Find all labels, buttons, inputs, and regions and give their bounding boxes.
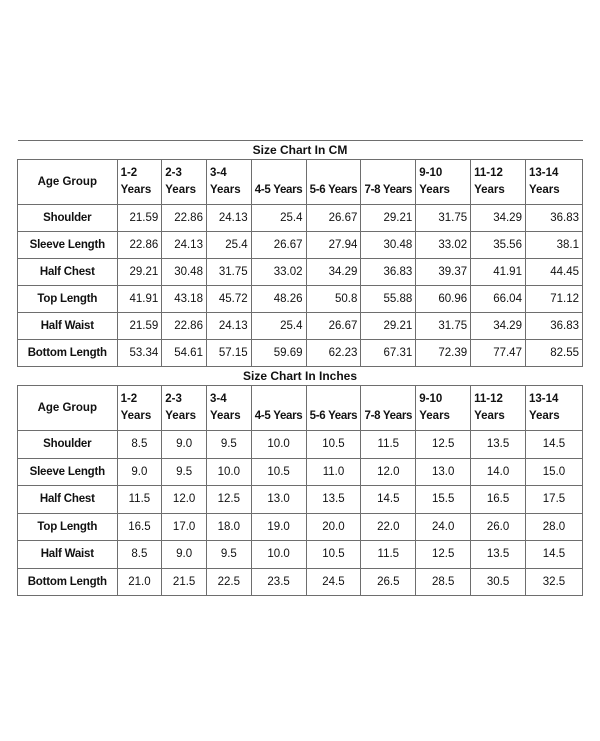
age-range-label: 3-4	[209, 167, 227, 179]
age-range-label: 11-12	[474, 393, 503, 405]
measurement-value: 28.5	[416, 568, 471, 596]
years-label: Years	[419, 410, 450, 422]
measurement-value: 12.5	[206, 486, 251, 514]
age-column-header	[361, 386, 416, 431]
measurement-value: 21.59	[117, 313, 162, 340]
age-column-header	[162, 386, 207, 431]
years-label: Years	[209, 410, 241, 422]
table-row	[18, 568, 583, 596]
age-column-header	[251, 386, 306, 431]
measurement-value: 25.4	[251, 313, 306, 340]
measurement-value: 34.29	[306, 259, 361, 286]
measurement-label: Sleeve Length	[18, 232, 118, 259]
measurement-value: 29.21	[361, 205, 416, 232]
measurement-value: 33.02	[251, 259, 306, 286]
measurement-value: 31.75	[416, 205, 471, 232]
measurement-value: 13.5	[306, 486, 361, 514]
measurement-value: 9.5	[206, 541, 251, 569]
years-label: Years	[120, 410, 152, 422]
measurement-value: 41.91	[117, 286, 162, 313]
size-chart-table	[17, 140, 583, 596]
measurement-value: 34.29	[471, 313, 526, 340]
measurement-value: 26.67	[306, 313, 361, 340]
age-column-header	[416, 386, 471, 431]
measurement-label: Half Waist	[18, 541, 118, 569]
table-row	[18, 541, 583, 569]
measurement-value: 45.72	[206, 286, 251, 313]
age-range-label: 9-10	[419, 393, 443, 405]
measurement-value: 9.5	[206, 431, 251, 459]
measurement-value: 13.5	[471, 541, 526, 569]
measurement-value: 54.61	[162, 340, 207, 367]
years-label: 7-8 Years	[364, 184, 413, 196]
age-column-header	[471, 160, 526, 205]
measurement-value: 25.4	[206, 232, 251, 259]
measurement-value: 53.34	[117, 340, 162, 367]
measurement-value: 26.67	[251, 232, 306, 259]
age-column-header	[162, 160, 207, 205]
measurement-value: 33.02	[416, 232, 471, 259]
measurement-value: 21.5	[162, 568, 207, 596]
measurement-value: 14.5	[525, 431, 582, 459]
measurement-value: 24.13	[206, 313, 251, 340]
measurement-value: 12.0	[361, 458, 416, 486]
age-column-header	[251, 160, 306, 205]
measurement-value: 25.4	[251, 205, 306, 232]
measurement-value: 9.5	[162, 458, 207, 486]
measurement-value: 8.5	[117, 541, 162, 569]
age-column-header	[117, 160, 162, 205]
measurement-value: 11.5	[117, 486, 162, 514]
inches-section-title: Size Chart In Inches	[18, 367, 583, 386]
measurement-label: Top Length	[18, 513, 118, 541]
measurement-label: Bottom Length	[18, 568, 118, 596]
table-row	[18, 458, 583, 486]
years-label: Years	[165, 184, 196, 196]
measurement-value: 24.13	[162, 232, 207, 259]
measurement-value: 26.67	[306, 205, 361, 232]
years-label: 5-6 Years	[309, 184, 358, 196]
age-range-label: 13-14	[528, 167, 559, 179]
measurement-value: 57.15	[206, 340, 251, 367]
cm-section	[18, 141, 583, 367]
size-chart-sheet	[17, 140, 583, 596]
age-range-label: 1-2	[120, 393, 138, 405]
measurement-value: 82.55	[525, 340, 582, 367]
cm-section-title: Size Chart In CM	[18, 141, 583, 160]
measurement-value: 50.8	[306, 286, 361, 313]
measurement-value: 20.0	[306, 513, 361, 541]
measurement-value: 67.31	[361, 340, 416, 367]
measurement-value: 12.5	[416, 431, 471, 459]
measurement-value: 30.48	[361, 232, 416, 259]
measurement-value: 8.5	[117, 431, 162, 459]
measurement-value: 13.0	[416, 458, 471, 486]
measurement-value: 22.86	[162, 205, 207, 232]
measurement-value: 11.5	[361, 431, 416, 459]
measurement-label: Top Length	[18, 286, 118, 313]
years-label: Years	[209, 184, 241, 196]
table-row	[18, 205, 583, 232]
table-row	[18, 259, 583, 286]
age-column-header	[306, 160, 361, 205]
measurement-value: 26.0	[471, 513, 526, 541]
table-row	[18, 486, 583, 514]
measurement-value: 60.96	[416, 286, 471, 313]
inches-title-row	[18, 367, 583, 386]
measurement-value: 12.5	[416, 541, 471, 569]
measurement-value: 18.0	[206, 513, 251, 541]
measurement-value: 26.5	[361, 568, 416, 596]
inches-header-row	[18, 386, 583, 431]
years-label: 4-5 Years	[254, 184, 303, 196]
measurement-value: 11.0	[306, 458, 361, 486]
measurement-value: 36.83	[525, 205, 582, 232]
measurement-value: 29.21	[117, 259, 162, 286]
measurement-label: Bottom Length	[18, 340, 118, 367]
measurement-value: 66.04	[471, 286, 526, 313]
years-label: Years	[528, 410, 560, 422]
age-range-label: 3-4	[209, 393, 227, 405]
measurement-value: 22.86	[162, 313, 207, 340]
age-column-header	[206, 160, 251, 205]
measurement-value: 15.5	[416, 486, 471, 514]
measurement-value: 14.5	[361, 486, 416, 514]
measurement-value: 14.5	[525, 541, 582, 569]
years-label: Years	[120, 184, 152, 196]
age-column-header	[117, 386, 162, 431]
years-label: Years	[419, 184, 450, 196]
table-row	[18, 232, 583, 259]
measurement-value: 27.94	[306, 232, 361, 259]
measurement-value: 10.5	[306, 541, 361, 569]
measurement-label: Shoulder	[18, 205, 118, 232]
measurement-value: 19.0	[251, 513, 306, 541]
measurement-value: 15.0	[525, 458, 582, 486]
measurement-value: 30.5	[471, 568, 526, 596]
age-range-label: 9-10	[419, 167, 443, 179]
measurement-label: Shoulder	[18, 431, 118, 459]
measurement-value: 55.88	[361, 286, 416, 313]
age-column-header	[416, 160, 471, 205]
measurement-value: 72.39	[416, 340, 471, 367]
measurement-value: 39.37	[416, 259, 471, 286]
measurement-value: 13.0	[251, 486, 306, 514]
table-row	[18, 340, 583, 367]
measurement-value: 12.0	[162, 486, 207, 514]
years-label: 4-5 Years	[254, 410, 303, 422]
table-row	[18, 313, 583, 340]
measurement-value: 17.0	[162, 513, 207, 541]
years-label: Years	[474, 184, 505, 196]
measurement-value: 59.69	[251, 340, 306, 367]
measurement-value: 22.5	[206, 568, 251, 596]
measurement-value: 24.13	[206, 205, 251, 232]
measurement-value: 10.5	[306, 431, 361, 459]
age-column-header	[525, 386, 582, 431]
age-column-header	[206, 386, 251, 431]
measurement-value: 36.83	[525, 313, 582, 340]
measurement-value: 10.5	[251, 458, 306, 486]
measurement-value: 43.18	[162, 286, 207, 313]
measurement-value: 21.0	[117, 568, 162, 596]
measurement-value: 29.21	[361, 313, 416, 340]
measurement-value: 22.0	[361, 513, 416, 541]
age-range-label: 1-2	[120, 167, 138, 179]
years-label: 7-8 Years	[364, 410, 413, 422]
years-label: Years	[165, 410, 196, 422]
measurement-value: 21.59	[117, 205, 162, 232]
measurement-value: 10.0	[251, 431, 306, 459]
measurement-value: 24.0	[416, 513, 471, 541]
measurement-value: 31.75	[206, 259, 251, 286]
years-label: 5-6 Years	[309, 410, 358, 422]
measurement-value: 16.5	[117, 513, 162, 541]
measurement-value: 17.5	[525, 486, 582, 514]
years-label: Years	[528, 184, 560, 196]
measurement-value: 36.83	[361, 259, 416, 286]
age-range-label: 2-3	[165, 167, 182, 179]
cm-title-row	[18, 141, 583, 160]
measurement-label: Half Chest	[18, 259, 118, 286]
years-label: Years	[474, 410, 505, 422]
measurement-value: 34.29	[471, 205, 526, 232]
measurement-value: 31.75	[416, 313, 471, 340]
age-range-label: 13-14	[528, 393, 559, 405]
measurement-value: 9.0	[162, 541, 207, 569]
inches-section	[18, 367, 583, 596]
age-group-header: Age Group	[18, 386, 118, 431]
measurement-label: Half Chest	[18, 486, 118, 514]
measurement-label: Sleeve Length	[18, 458, 118, 486]
measurement-value: 77.47	[471, 340, 526, 367]
measurement-value: 24.5	[306, 568, 361, 596]
age-group-header: Age Group	[18, 160, 118, 205]
measurement-value: 44.45	[525, 259, 582, 286]
measurement-value: 23.5	[251, 568, 306, 596]
age-column-header	[306, 386, 361, 431]
measurement-value: 9.0	[117, 458, 162, 486]
age-column-header	[471, 386, 526, 431]
measurement-value: 11.5	[361, 541, 416, 569]
measurement-value: 14.0	[471, 458, 526, 486]
measurement-value: 38.1	[525, 232, 582, 259]
measurement-value: 32.5	[525, 568, 582, 596]
age-column-header	[525, 160, 582, 205]
cm-header-row	[18, 160, 583, 205]
table-row	[18, 286, 583, 313]
measurement-value: 62.23	[306, 340, 361, 367]
measurement-value: 30.48	[162, 259, 207, 286]
measurement-value: 22.86	[117, 232, 162, 259]
measurement-value: 71.12	[525, 286, 582, 313]
measurement-value: 10.0	[206, 458, 251, 486]
table-row	[18, 513, 583, 541]
measurement-value: 16.5	[471, 486, 526, 514]
measurement-value: 48.26	[251, 286, 306, 313]
measurement-value: 13.5	[471, 431, 526, 459]
measurement-value: 35.56	[471, 232, 526, 259]
age-range-label: 11-12	[474, 167, 503, 179]
age-column-header	[361, 160, 416, 205]
measurement-value: 41.91	[471, 259, 526, 286]
age-range-label: 2-3	[165, 393, 182, 405]
measurement-label: Half Waist	[18, 313, 118, 340]
measurement-value: 10.0	[251, 541, 306, 569]
measurement-value: 28.0	[525, 513, 582, 541]
measurement-value: 9.0	[162, 431, 207, 459]
table-row	[18, 431, 583, 459]
